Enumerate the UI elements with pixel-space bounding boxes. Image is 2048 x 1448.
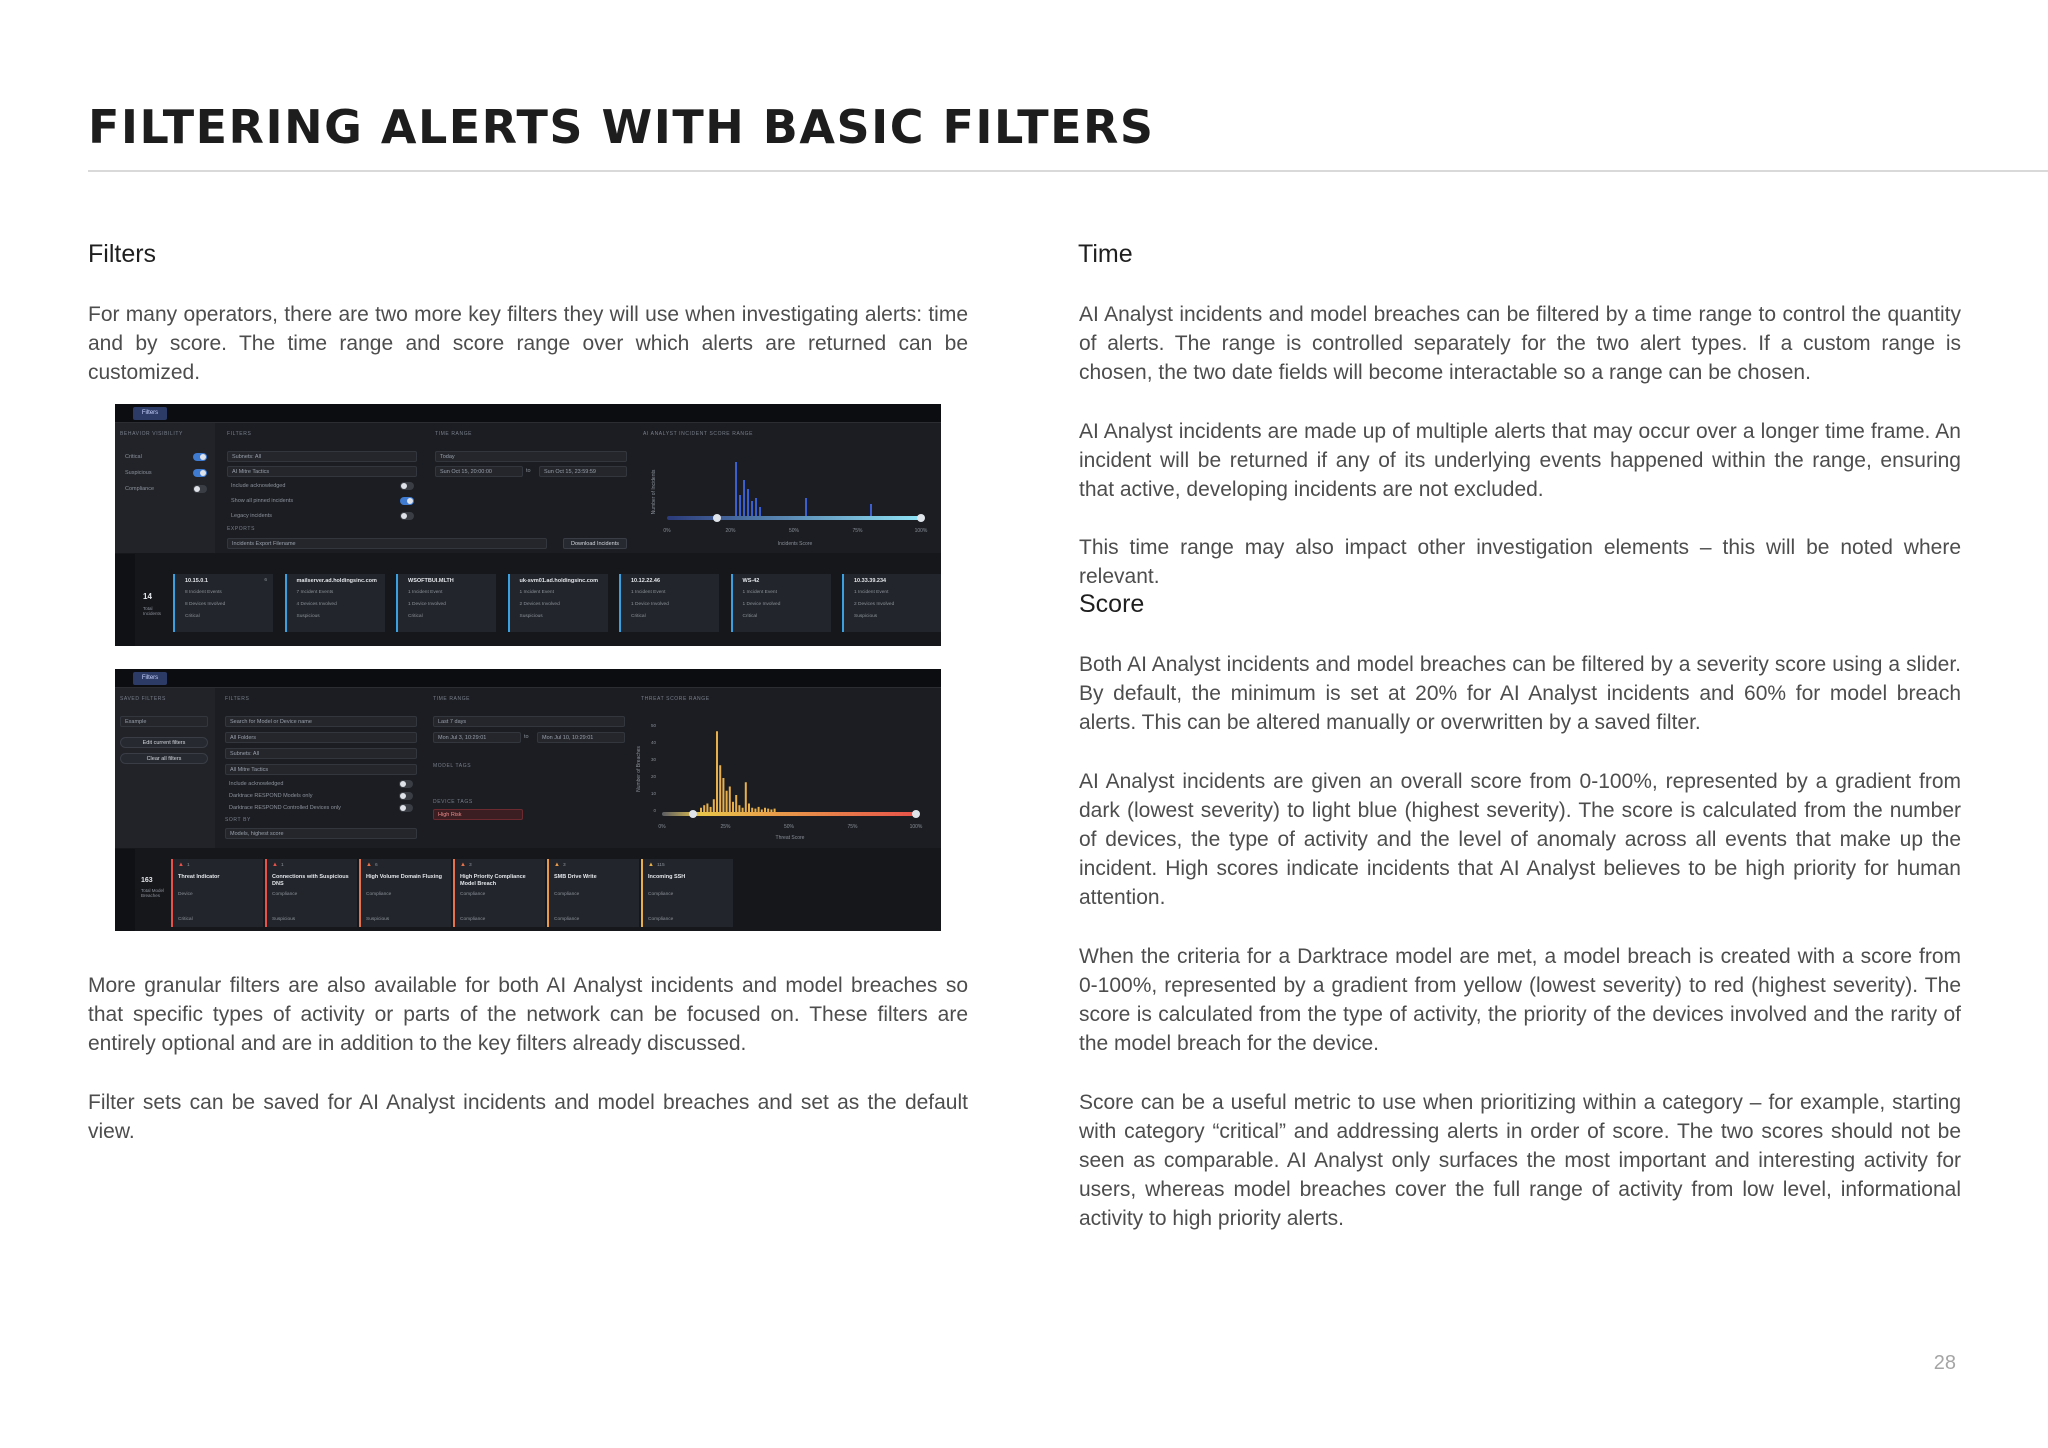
title-divider (88, 170, 2048, 172)
include-ack-toggle[interactable] (399, 780, 413, 788)
include-ack-label: Include acknowledged (231, 483, 286, 489)
date-from-field[interactable]: Mon Jul 3, 10:29:01 (433, 732, 521, 743)
include-ack-toggle[interactable] (400, 482, 414, 490)
x-tick-label: 100% (909, 824, 923, 830)
x-tick-label: 20% (725, 528, 736, 534)
export-filename-input[interactable]: Incidents Export Filename (227, 538, 547, 549)
total-incidents-count: 14 (143, 592, 152, 601)
incident-events: 1 Incident Event (408, 590, 443, 595)
top-bar (115, 669, 941, 688)
model-breach-card[interactable] (171, 859, 263, 927)
incident-category: Critical (742, 614, 758, 619)
incident-card-title: 10.12.22.46 (631, 578, 661, 584)
model-category: Compliance (648, 892, 674, 897)
device-tags-header: DEVICE TAGS (433, 799, 473, 805)
legacy-label: Legacy incidents (231, 513, 272, 519)
score-paragraph-4: Score can be a useful metric to use when prioritizing within a category – for example, starting with category “critical” and addressing alerts in order of score. The two scores should not be seen as comparable. AI Analyst only surfaces the most important and interesting activity for users, whereas model breaches cover the full range of activity from low level, informational activity to high priority alerts. (1079, 1091, 1961, 1230)
time-range-header: TIME RANGE (435, 431, 473, 437)
breach-bar (751, 808, 753, 812)
incident-bar (739, 495, 741, 516)
breach-bar (774, 809, 776, 812)
incident-bar (743, 480, 745, 516)
mitre-select[interactable]: All Mitre Tactics (225, 764, 417, 775)
score-heading: Score (1079, 590, 1145, 618)
compliance-label: Compliance (125, 486, 155, 492)
breach-category: Compliance (554, 917, 580, 922)
behavior-header: BEHAVIOR VISIBILITY (120, 431, 183, 437)
incident-category: Suspicious (854, 614, 878, 619)
saved-filter-select[interactable]: Example (120, 716, 208, 727)
total-breaches-count: 163 (141, 877, 153, 884)
x-tick-label: 25% (720, 824, 731, 830)
incident-category: Suspicious (519, 614, 543, 619)
model-category: Device (178, 892, 193, 897)
model-category: Compliance (460, 892, 486, 897)
x-tick-label: 75% (852, 528, 863, 534)
time-range-header: TIME RANGE (433, 696, 471, 702)
incident-card[interactable] (173, 574, 273, 632)
model-breach-card[interactable] (641, 859, 733, 927)
x-tick-label: 100% (914, 528, 928, 534)
incident-count-badge: 6 (264, 578, 267, 583)
breach-bar (735, 795, 737, 812)
y-axis-label: Number of Breaches (636, 746, 642, 792)
incident-card-title: WSOFTBUI.MLTH (408, 578, 454, 584)
filter-sets-paragraph: Filter sets can be saved for AI Analyst incidents and model breaches and set as the default view. (88, 1091, 968, 1143)
breach-count: 115 (657, 863, 665, 868)
breach-count: 6 (375, 863, 378, 868)
score-paragraph-2: AI Analyst incidents are given an overall score from 0-100%, represented by a gradient from dark (lowest severity) to light blue (highest severity). The score is calculated from the number of devices, the type of activity and the level of anomaly across all events that make up the incident. High scores indicate incidents that AI Analyst believes to be high priority for human attention. (1079, 770, 1961, 909)
incident-events: 1 Incident Event (742, 590, 777, 595)
y-tick-label: 50 (650, 723, 656, 728)
model-name: High Priority Compliance Model Breach (460, 874, 526, 887)
incident-card-title: 10.15.0.1 (185, 578, 208, 584)
breach-bar (770, 809, 772, 812)
score-paragraph-1: Both AI Analyst incidents and model breaches can be filtered by a severity score using a slider. By default, the minimum is set at 20% for AI Analyst incidents and 60% for model breach alerts. This can be altered manually or overwritten by a saved filter. (1079, 653, 1961, 734)
score-slider-track[interactable] (667, 516, 921, 520)
breach-category: Compliance (460, 917, 486, 922)
x-tick-label: 50% (788, 528, 800, 534)
breach-bar (754, 809, 756, 812)
warning-icon: ▲ (366, 862, 372, 868)
breach-bar (726, 791, 728, 812)
incident-bar (735, 462, 737, 516)
breach-bar (703, 805, 705, 812)
y-tick-label: 0 (653, 808, 656, 813)
model-name: High Volume Domain Fluxing (366, 874, 442, 880)
incident-score-chart (635, 442, 935, 552)
warning-icon: ▲ (272, 862, 278, 868)
edit-filters-button[interactable]: Edit current filters (120, 737, 208, 748)
filters-button[interactable]: Filters (133, 407, 167, 420)
y-tick-label: 10 (650, 791, 656, 796)
high-risk-tag[interactable]: High Risk (433, 809, 523, 820)
incident-card[interactable] (396, 574, 496, 632)
incident-card[interactable] (842, 574, 941, 632)
breach-bar (722, 778, 724, 812)
breach-bar (745, 782, 747, 812)
sort-by-header: SORT BY (225, 817, 251, 823)
show-pinned-toggle[interactable] (400, 497, 414, 505)
x-tick-label: 50% (783, 824, 795, 830)
score-slider-min-handle[interactable] (689, 810, 697, 818)
incident-category: Critical (408, 614, 423, 619)
score-slider-track[interactable] (662, 812, 916, 816)
breach-count: 3 (563, 863, 566, 868)
breach-count: 1 (281, 863, 284, 868)
breach-bar (764, 808, 766, 812)
mitre-select[interactable]: AI Mitre Tactics (227, 466, 417, 477)
suspicious-label: Suspicious (125, 470, 152, 476)
breach-bar (758, 807, 760, 812)
breach-bar (761, 809, 763, 812)
model-name: Connections with Suspicious DNS (272, 874, 349, 887)
time-range-select[interactable]: Last 7 days (433, 716, 625, 727)
threat-score-chart (630, 709, 930, 844)
incident-category: Critical (185, 614, 200, 619)
breach-bar (729, 787, 731, 813)
date-to-field[interactable]: Sun Oct 15, 23:59:59 (539, 466, 627, 477)
to-label: to (524, 734, 529, 740)
page-number: 28 (1933, 1352, 1956, 1374)
incident-card-title: uk-svm01.ad.holdingsinc.com (519, 578, 599, 584)
model-breach-card[interactable] (265, 859, 357, 927)
clear-filters-button[interactable]: Clear all filters (120, 753, 208, 764)
respond-devices-toggle[interactable] (399, 804, 413, 812)
incident-bar (805, 498, 807, 516)
breach-bar (716, 731, 718, 812)
breach-bar (710, 807, 712, 812)
incident-card[interactable] (285, 574, 385, 632)
model-breach-card[interactable] (547, 859, 639, 927)
sort-select[interactable]: Models, highest score (225, 828, 417, 839)
time-paragraph-2: AI Analyst incidents are made up of multiple alerts that may occur over a longer time frame. An incident will be returned if any of its underlying events happened within the range, ensuring that active, developing incidents are not excluded. (1079, 420, 1961, 501)
warning-icon: ▲ (460, 862, 466, 868)
incident-category: Critical (631, 614, 646, 619)
breach-bar (713, 799, 715, 812)
filters-header: FILTERS (225, 696, 250, 702)
breach-bar (706, 804, 708, 813)
breach-bar (738, 805, 740, 812)
score-slider-max-handle[interactable] (917, 514, 925, 522)
model-breach-card[interactable] (453, 859, 545, 927)
total-incidents-label: Total Incidents (143, 606, 162, 616)
y-axis-label: Number of Incidents (651, 469, 657, 515)
breach-category: Compliance (648, 917, 674, 922)
warning-icon: ▲ (648, 862, 654, 868)
incident-bar (747, 489, 749, 516)
y-tick-label: 30 (650, 757, 656, 762)
folders-select[interactable]: All Folders (225, 732, 417, 743)
score-slider-max-handle[interactable] (912, 810, 920, 818)
devices-involved: 4 Devices Involved (296, 602, 337, 607)
incident-events: 1 Incident Event (519, 590, 554, 595)
incident-card[interactable] (619, 574, 719, 632)
breach-count: 1 (187, 863, 190, 868)
subnets-select[interactable]: Subnets: All (227, 451, 417, 462)
incident-card-title: 10.33.39.234 (854, 578, 887, 584)
incident-events: 8 Incident Events (185, 590, 222, 595)
critical-label: Critical (125, 454, 142, 460)
total-breaches-label: Total Model Breaches (141, 888, 165, 898)
incident-card[interactable] (731, 574, 831, 632)
time-heading: Time (1078, 240, 1133, 268)
model-name: Threat Indicator (178, 874, 220, 880)
filters-heading: Filters (88, 240, 157, 268)
show-pinned-label: Show all pinned incidents (231, 498, 294, 504)
model-category: Compliance (366, 892, 392, 897)
filters-header: FILTERS (227, 431, 252, 437)
filters-button[interactable]: Filters (133, 672, 167, 685)
model-breach-filters-screenshot (115, 669, 941, 931)
devices-involved: 1 Device Involved (631, 602, 669, 607)
time-paragraph-3: This time range may also impact other investigation elements – this will be noted where relevant. (1079, 536, 1961, 588)
x-axis-label: Threat Score (775, 835, 805, 841)
breach-bar (719, 765, 721, 812)
incident-events: 1 Incident Event (854, 590, 889, 595)
devices-involved: 1 Device Involved (742, 602, 781, 607)
suspicious-toggle[interactable] (193, 469, 207, 477)
respond-models-toggle[interactable] (399, 792, 413, 800)
incident-bar (755, 498, 757, 516)
download-incidents-button[interactable]: Download Incidents (563, 538, 627, 549)
ai-analyst-filters-screenshot (115, 404, 941, 646)
search-input[interactable]: Search for Model or Device name (225, 716, 417, 727)
score-slider-min-handle[interactable] (713, 514, 721, 522)
incident-bar (870, 504, 872, 516)
breach-category: Critical (178, 917, 193, 922)
x-tick-label: 0% (663, 528, 671, 534)
saved-filters-header: SAVED FILTERS (120, 696, 166, 702)
warning-icon: ▲ (178, 862, 184, 868)
incident-bar (759, 507, 761, 516)
legacy-toggle[interactable] (400, 512, 414, 520)
time-paragraph-1: AI Analyst incidents and model breaches can be filtered by a time range to control the quantity of alerts. The range is controlled separately for the two alert types. If a custom range is chosen, the two date fields will become interactable so a range can be chosen. (1079, 303, 1961, 384)
warning-icon: ▲ (554, 862, 560, 868)
date-to-field[interactable]: Mon Jul 10, 10:29:01 (537, 732, 625, 743)
critical-toggle[interactable] (193, 453, 207, 461)
breach-bar (732, 802, 734, 812)
score-paragraph-3: When the criteria for a Darktrace model are met, a model breach is created with a score from 0-100%, represented by a gradient from yellow (lowest severity) to red (highest severity). The score is calculated from the type of activity, the priority of the devices involved and the rarity of the model breach for the device. (1079, 945, 1961, 1055)
incident-category: Suspicious (296, 614, 320, 619)
devices-involved: 2 Devices Involved (854, 602, 895, 607)
devices-involved: 8 Devices Involved (185, 602, 226, 607)
y-tick-label: 20 (650, 774, 656, 779)
compliance-toggle[interactable] (193, 485, 207, 493)
devices-involved: 2 Devices Involved (519, 602, 560, 607)
model-category: Compliance (272, 892, 298, 897)
to-label: to (526, 468, 531, 474)
subnets-select[interactable]: Subnets: All (225, 748, 417, 759)
x-tick-label: 75% (847, 824, 858, 830)
x-axis-label: Incidents Score (777, 541, 813, 547)
incident-card-title: WS-42 (742, 578, 760, 584)
date-from-field[interactable]: Sun Oct 15, 20:00:00 (435, 466, 523, 477)
threat-score-header: THREAT SCORE RANGE (641, 696, 710, 702)
incident-bar (751, 501, 753, 516)
breach-sidebar (115, 849, 135, 931)
respond-models-label: Darktrace RESPOND Models only (229, 793, 313, 799)
include-ack-label: Include acknowledged (229, 781, 284, 787)
time-range-select[interactable]: Today (435, 451, 627, 462)
score-range-header: AI ANALYST INCIDENT SCORE RANGE (643, 431, 754, 437)
breach-bar (748, 804, 750, 813)
page-title: FILTERING ALERTS WITH BASIC FILTERS (88, 100, 1155, 154)
granular-filters-paragraph: More granular filters are also available for both AI Analyst incidents and model breaches so that specific types of activity or parts of the network can be focused on. These filters are entirely optional and are in addition to the key filters already discussed. (88, 974, 968, 1055)
filters-intro-paragraph: For many operators, there are two more key filters they will use when investigating alerts: time and by score. The time range and score range over which alerts are returned can be customized. (88, 303, 968, 384)
saved-filters-panel (115, 688, 215, 848)
breach-count: 3 (469, 863, 472, 868)
incident-events: 7 Incident Events (296, 590, 334, 595)
devices-involved: 1 Device Involved (408, 602, 446, 607)
top-bar (115, 404, 941, 423)
breach-bar (700, 808, 702, 812)
incident-events: 1 Incident Event (631, 590, 666, 595)
breach-category: Suspicious (366, 917, 390, 922)
y-tick-label: 40 (650, 740, 656, 745)
breach-bar (767, 809, 769, 812)
x-tick-label: 0% (658, 824, 666, 830)
incident-sidebar (115, 554, 135, 646)
incident-card-title: mailserver.ad.holdingsinc.com (296, 578, 377, 584)
model-tags-header: MODEL TAGS (433, 763, 472, 769)
model-category: Compliance (554, 892, 580, 897)
model-name: SMB Drive Write (554, 874, 597, 880)
breach-bar (742, 808, 744, 812)
breach-category: Suspicious (272, 917, 296, 922)
model-breach-card[interactable] (359, 859, 451, 927)
exports-header: EXPORTS (227, 526, 256, 532)
respond-devices-label: Darktrace RESPOND Controlled Devices only (229, 805, 341, 811)
incident-card[interactable] (508, 574, 608, 632)
model-name: Incoming SSH (648, 874, 686, 880)
